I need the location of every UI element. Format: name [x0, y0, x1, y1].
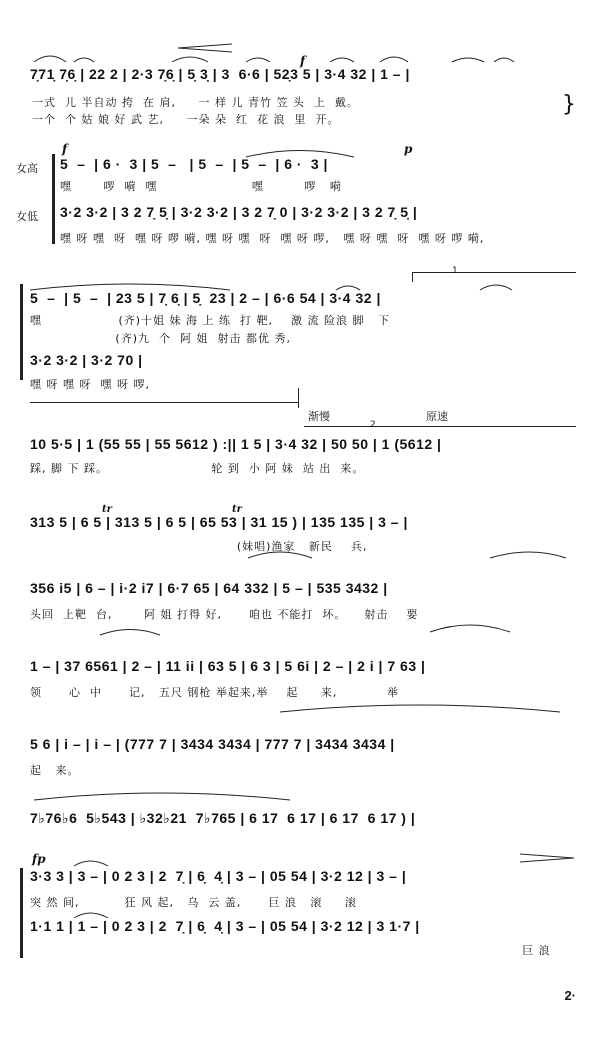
lyrics-bottom: 嘿 呀 嘿 呀 嘿 呀 啰, — [30, 378, 150, 391]
notes-bottom: 3·2 3·2 | 3 2 7̣ 5̣ | 3·2 3·2 | 3 2 7̣ 0 | 3·2 3·2 | 3 2 7̣ 5̣ | — [60, 204, 418, 220]
trill-mark: tr — [102, 504, 112, 515]
volta-line-left — [30, 402, 298, 403]
dynamic-mark: f — [300, 54, 306, 68]
voice-label-soprano: 女高 — [16, 162, 38, 175]
notes-line: 7̣71̣ 7̣6̣ | 22 2 | 2·3 7̣6̣ | 5̣ 3̣ | 3 6·6 | 52̣3 5 | 3·4 32 | 1 – | — [30, 66, 410, 82]
notes-bottom: 3·2 3·2 | 3·2 70 | — [30, 352, 143, 368]
lyrics-brace: } — [562, 92, 576, 117]
volta-number: 2 — [370, 420, 376, 430]
lyrics-top: 突 然 间, 狂 风 起, 乌 云 盖, 巨 浪 滚 滚 — [30, 896, 357, 909]
system-bracket — [52, 154, 55, 244]
system-bracket — [20, 868, 23, 958]
lyrics-line-1: 一式 儿 半自动 挎 在 肩, 一 样 儿 青竹 笠 头 上 戴。 — [32, 96, 359, 109]
lyrics-bottom: 嘿 呀 嘿 呀 嘿 呀 啰 嗬, 嘿 呀 嘿 呀 嘿 呀 啰, 嘿 呀 嘿 呀 嘿 呀 啰 嗬, — [60, 232, 485, 245]
notes-line: 10 5·5 | 1 (55 55 | 55 5612 ) :|| 1 5 | 3·4 32 | 50 50 | 1 (5612 | — [30, 436, 442, 452]
volta-line — [412, 272, 576, 273]
tempo-ritardando: 渐慢 — [308, 410, 330, 423]
tempo-a-tempo: 原速 — [426, 410, 448, 423]
lyrics-line: 起 来。 — [30, 764, 80, 777]
notes-line: 356 i5 | 6 – | i·2 i7 | 6·7 65 | 64 332 | 5 – | 535 3432 | — [30, 580, 388, 596]
lyrics-bottom: 巨 浪 — [522, 944, 551, 957]
lyrics-line: 踩, 脚 下 踩。 轮 到 小 阿 妹 站 出 来。 — [30, 462, 365, 475]
lyrics-top-1: 嘿 (齐)十姐 妹 海 上 练 打 靶, 激 流 险浪 脚 下 — [30, 314, 390, 327]
notes-line: 1 – | 37 6561 | 2 – | 11 ii | 63 5 | 6 3 | 5 6i | 2 – | 2 i | 7 63 | — [30, 658, 426, 674]
system-bracket — [20, 284, 23, 380]
volta-start — [412, 272, 413, 282]
notes-line: 5 6 | i – | i – | (777 7 | 3434 3434 | 777 7 | 3434 3434 | — [30, 736, 395, 752]
notes-top: 5 – | 5 – | 23 5 | 7̣ 6̣ | 5̣ 23 | 2 – | 6·6 54 | 3·4 32 | — [30, 290, 381, 306]
notes-bottom: 1·1 1 | 1 – | 0 2 3 | 2 7̣ | 6̣ 4̣ | 3 – | 05 54 | 3·2 12 | 3 1·7 | — [30, 918, 420, 934]
volta-number: 1 — [452, 266, 458, 276]
volta-end — [298, 388, 299, 408]
notes-top: 5 – | 6 · 3 | 5 – | 5 – | 5 – | 6 · 3 | — [60, 156, 328, 172]
voice-label-alto: 女低 — [16, 210, 38, 223]
trill-mark: tr — [232, 504, 242, 515]
lyrics-line: 领 心 中 记, 五尺 钢枪 举起来,举 起 来, 举 — [30, 686, 399, 699]
lyrics-line: (妹唱)渔家 新民 兵, — [30, 540, 368, 553]
notes-line: 7♭76♭6 5♭543 | ♭32♭21 7♭765 | 6 17 6 17 | 6 17 6 17 ) | — [30, 810, 416, 826]
lyrics-line: 头回 上靶 台, 阿 姐 打得 好, 咱也 不能打 坏。 射击 要 — [30, 608, 419, 621]
dynamic-mark: fp — [32, 852, 46, 866]
notes-top: 3·3 3 | 3 – | 0 2 3 | 2 7̣ | 6̣ 4̣ | 3 – | 05 54 | 3·2 12 | 3 – | — [30, 868, 407, 884]
lyrics-top: 嘿 啰 嗬 嘿 嘿 啰 嗬 — [60, 180, 342, 193]
lyrics-top-2: (齐)九 个 阿 姐 射击 都优 秀, — [30, 332, 291, 345]
page-number: 2· — [564, 988, 576, 1003]
volta-line-2 — [304, 426, 576, 427]
notes-line: 313 5 | 6 5 | 313 5 | 6 5 | 65 53 | 31 15 ) | 135 135 | 3 – | — [30, 514, 408, 530]
dynamic-mark-mid: p — [404, 142, 413, 156]
lyrics-line-2: 一个 个 姑 娘 好 武 艺, 一朵 朵 红 花 浪 里 开。 — [32, 113, 340, 126]
dynamic-mark-top: f — [62, 142, 68, 156]
